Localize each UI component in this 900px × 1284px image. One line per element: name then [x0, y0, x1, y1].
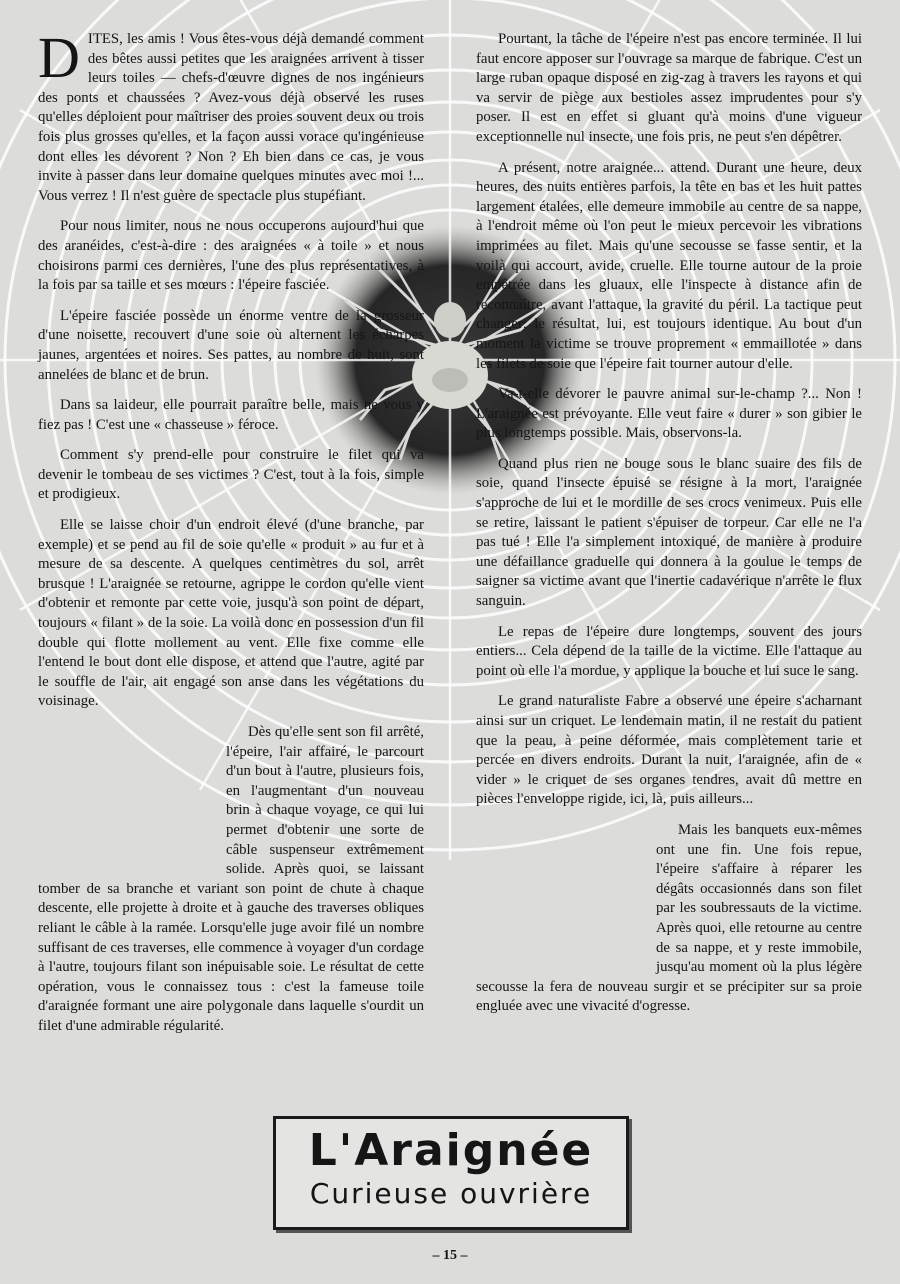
right-column	[476, 30, 862, 1028]
left-column	[38, 25, 424, 1048]
paragraph: Le grand naturaliste Fabre a observé une épeire s'acharnant ainsi sur un criquet. Le lendemain matin, il ne restait du patient que la peau, à peine déformée, mais complètement tarie et percée en divers endroits. Durant la nuit, l'araignée, afin de « vider » le criquet de ses organes tendres, avait dû mettre en pièces l'enveloppe rigide, ici, là, puis ailleurs...	[476, 693, 862, 808]
paragraph: Quand plus rien ne bouge sous le blanc suaire des fils de soie, quand l'insecte épuisé se résigne à la mort, l'araignée s'approche de lui et le mordille de ses crocs venimeux. Puis elle se retire, laissant le patient s'épuiser de torpeur. Car elle ne l'a pas tué ! Elle l'a simplement intoxiqué, de manière à produire une défaillance graduelle qui donnera à la goulue le temps de saigner sa victime avant que l'inertie cadavérique n'arrête le flux sanguin.	[476, 455, 862, 610]
paragraph: Pourtant, la tâche de l'épeire n'est pas encore terminée. Il lui faut encore apposer sur l'ouvrage sa marque de fabrique. C'est un large ruban opaque disposé en zig-zag à travers les rayons et qui va servir de piège aux bestioles assez imprudentes pour s'y poser. Il est en effet si gluant qu'à moins d'une vigueur exceptionnelle nul insecte, une fois pris, ne peut s'en dépêtrer.	[476, 31, 862, 145]
paragraph: Dès qu'elle sent son fil arrêté, l'épeire, l'air affairé, le parcourt d'un bout à l'autre, plusieurs fois, en l'augmentant d'un nouveau brin à chaque voyage, ce qui lui permet d'obtenir une sorte de câble suspenseur extrêmement solide. Après quoi, se laissant tomber de sa branche et variant son point de chute à chaque descente, elle projette à droite et à gauche des traverses obliques reliant le câble à la ramée. Lorsqu'elle juge avoir filé un nombre suffisant de ces traverses, elle commence à voyager d'un cordage à l'autre, toujours filant son inépuisable soie. Le résultat de cette opération, vous le connaissez tous : c'est la fameuse toile d'araignée formant une aire polygonale dans laquelle s'ourdit un filet d'une admirable régularité.	[38, 724, 424, 1034]
paragraph: A présent, notre araignée... attend. Durant une heure, deux heures, des nuits entières parfois, la tête en bas et les huit pattes largement étalées, elle demeure immobile au centre de sa nappe, à l'endroit même où l'on peut le mieux percevoir les vibrations imprimées au filet. Mais qu'une secousse se fasse sentir, et la voilà qui accourt, avide, cruelle. Elle tourne autour de la proie empêtrée dans les gluaux, elle l'inspecte à distance afin de reconnaître, avant l'attaque, la gravité du péril. La tactique peut changer; le résultat, lui, est toujours identique. Au bout d'un moment la victime se trouve proprement « emmaillotée » dans les filets de soie que l'épeire fait tourner autour d'elle.	[476, 159, 862, 372]
paragraph: Le repas de l'épeire dure longtemps, souvent des jours entiers... Cela dépend de la taille de la victime. Elle l'attaque au point où elle l'a mordue, y applique la bouche et lui suce le sang.	[476, 623, 862, 679]
article-subtitle: Curieuse ouvrière	[309, 1177, 593, 1210]
paragraph: L'épeire fasciée possède un énorme ventre de la grosseur d'une noisette, recouvert d'une soie où alternent les écharpes jaunes, argentées et noires. Ses pattes, au nombre de huit, sont annelées de blanc et de brun.	[38, 307, 424, 383]
paragraph: Elle se laisse choir d'un endroit élevé (d'une branche, par exemple) et se pend au fil de soie qu'elle « produit » au fur et à mesure de sa descente. A quelques centimètres du sol, arrêt brusque ! L'araignée se retourne, agrippe le cordon qu'elle vient d'obtenir et remonte par cette voie, jusqu'à son point de départ, toujours « filant » de la soie. La voilà donc en possession d'un fil double qui flotte mollement au vent. Elle fixe comme elle l'entend le bout dont elle dispose, et attend que l'autre, agité par le souffle de l'air, ait engagé son anse dans les végétations du voisinage.	[38, 517, 424, 710]
article-title: L'Araignée	[308, 1125, 594, 1176]
page-number: – 15 –	[432, 1248, 468, 1263]
article-title-box	[273, 1116, 629, 1230]
paragraph: Comment s'y prend-elle pour construire le filet qui va devenir le tombeau de ses victimes ? C'est, tout à la fois, simple et prodigieux.	[38, 447, 424, 503]
drop-cap: D	[38, 25, 80, 90]
paragraph: Pour nous limiter, nous ne nous occuperons aujourd'hui que des aranéides, c'est-à-dire : des araignées « à toile » et nous choisirons parmi ces dernières, l'une des plus représentatives, à la fois par sa taille et ses mœurs : l'épeire fasciée.	[38, 218, 424, 294]
paragraph: Va-t-elle dévorer le pauvre animal sur-le-champ ?... Non ! L'araignée est prévoyante. Elle veut faire « durer » son gibier le plus longtemps possible. Mais, observons-la.	[476, 386, 862, 442]
paragraph: Mais les banquets eux-mêmes ont une fin. Une fois repue, l'épeire s'affaire à réparer les dégâts occasionnés dans son filet par les soubressauts de la victime. Après quoi, elle retourne au centre de sa nappe, et y reste immobile, jusqu'au moment où la plus légère secousse la fera de nouveau surgir et se précipiter sur sa proie engluée avec une vivacité d'ogresse.	[476, 821, 862, 1015]
paragraph: Dans sa laideur, elle pourrait paraître belle, mais ne vous y fiez pas ! C'est une « chasseuse » féroce.	[38, 397, 424, 433]
intro-paragraph: DITES, les amis ! Vous êtes-vous déjà demandé comment des bêtes aussi petites que les araignées arrivent à tisser leurs toiles — chefs-d'œuvre dignes de nos ingénieurs des ponts et chaussées ? Avez-vous déjà observé les ruses qu'elles déploient pour maîtriser des proies souvent deux ou trois fois plus grosses qu'elles, et la façon aussi vorace qu'ingénieuse dont elles les dévorent ? Non ? Eh bien dans ce cas, je vous invite à passer dans leur domaine quelques minutes avec moi !... Vous verrez ! Il n'est guère de spectacle plus stupéfiant.	[38, 25, 424, 204]
